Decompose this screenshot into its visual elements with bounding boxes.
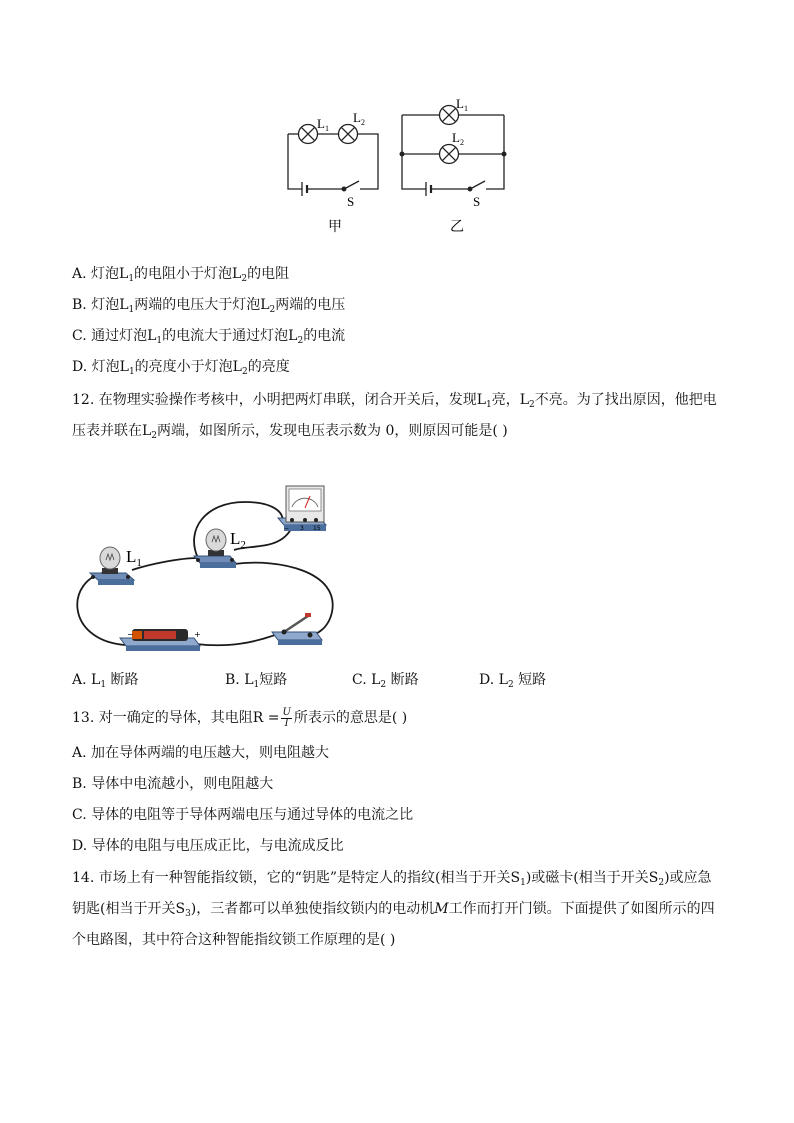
fraction-u-over-i: $\frac{U}{I}$ [282, 706, 291, 729]
switch-label-b: S [473, 194, 481, 209]
q11-option-b: B. 灯泡$L_1$两端的电压大于灯泡$L_2$两端的电压 [72, 297, 346, 315]
meter-15-label: 15 [313, 525, 321, 532]
q11-option-c: C. 通过灯泡$L_1$的电流大于通过灯泡$L_2$的电流 [72, 328, 346, 346]
q12-option-d: D. $L_2$ 短路 [479, 672, 547, 690]
q11-option-d: D. 灯泡$L_1$的亮度小于灯泡$L_2$的亮度 [72, 359, 290, 377]
caption-a: 甲 [328, 219, 342, 235]
battery-minus-label: − [127, 630, 134, 639]
meter-minus-label: − [284, 525, 290, 532]
q13-stem: 13. 对一确定的导体，其电阻R = $\frac{U}{I}$ 所表示的意思是( ) [72, 706, 408, 729]
label-l2-b: $L_2$ [452, 130, 464, 147]
circuit-b [402, 115, 504, 196]
circuit-a [288, 134, 378, 196]
q13-option-b: B. 导体中电流越小，则电阻越大 [72, 776, 274, 792]
bulb-l1-a [299, 125, 318, 144]
junction-right [502, 152, 507, 157]
q13-option-a: A. 加在导体两端的电压越大，则电阻越大 [72, 745, 330, 761]
q14-stem-line1: 14. 市场上有一种智能指纹锁，它的“钥匙”是特定人的指纹(相当于开关$S_1$)或磁卡(相当于开关$S_2$)或应急 [72, 870, 712, 888]
label-l1-b: $L_1$ [456, 96, 468, 113]
label-l1-a: $L_1$ [317, 116, 329, 133]
q12-option-b: B. $L_1$短路 [225, 672, 288, 690]
switch-label-a: S [347, 194, 355, 209]
caption-b: 乙 [450, 219, 464, 235]
junction-left [400, 152, 405, 157]
q12-stem-line2: 压表并联在$L_2$两端，如图所示，发现电压表示数为 0，则原因可能是( ) [72, 423, 508, 441]
q13-option-c: C. 导体的电阻等于导体两端电压与通过导体的电流之比 [72, 807, 414, 823]
bulb1-label: $L_1$ [126, 547, 142, 569]
q14-stem-line2: 钥匙(相当于开关$S_3$)，三者都可以单独使指纹锁内的电动机M工作而打开门锁。下面提供了如图所示的四 [72, 901, 715, 919]
q12-option-a: A. $L_1$ 断路 [72, 672, 139, 690]
q13-option-d: D. 导体的电阻与电压成正比，与电流成反比 [72, 838, 344, 854]
label-l2-a: $L_2$ [353, 110, 365, 127]
q12-circuit-figure [70, 480, 370, 660]
q12-stem-line1: 12. 在物理实验操作考核中，小明把两灯串联，闭合开关后，发现$L_1$亮，$L_2$不亮。为了找出原因，他把电 [72, 392, 717, 410]
battery-plus-label: + [194, 630, 201, 639]
bulb2-label: $L_2$ [230, 529, 246, 551]
bulb-l2-b [440, 145, 459, 164]
q12-option-c: C. $L_2$ 断路 [352, 672, 419, 690]
q14-stem-line3: 个电路图，其中符合这种智能指纹锁工作原理的是( ) [72, 932, 396, 948]
circuit-figure-top [270, 85, 530, 240]
bulb-l2-a [339, 125, 358, 144]
meter-3-label: 3 [300, 525, 304, 532]
knife-switch [272, 613, 322, 645]
q11-option-a: A. 灯泡$L_1$的电阻小于灯泡$L_2$的电阻 [72, 266, 290, 284]
